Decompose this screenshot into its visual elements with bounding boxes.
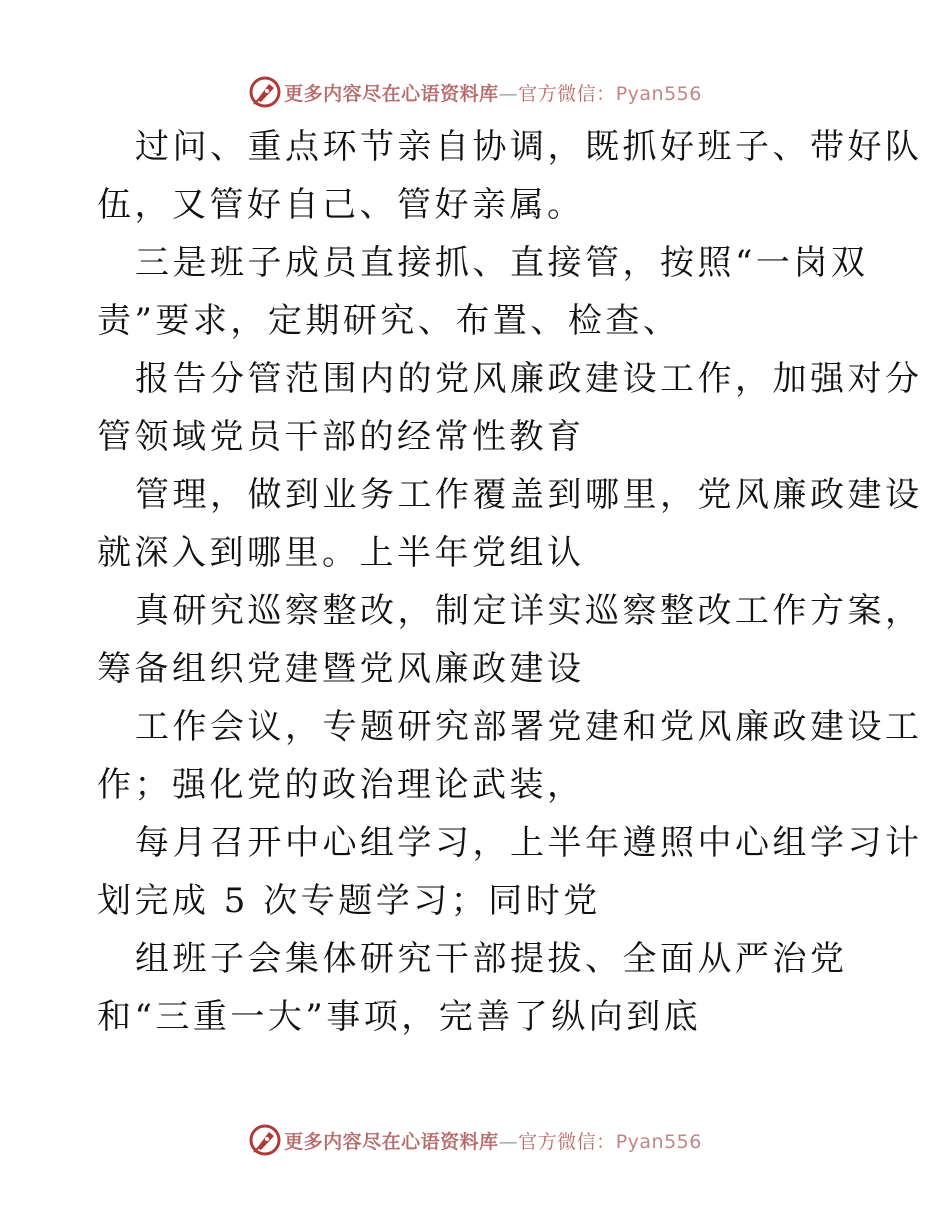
body-line: 管理，做到业务工作覆盖到哪里，党风廉政建设 (135, 475, 923, 515)
header-separator: — (498, 82, 519, 105)
footer-banner (0, 1118, 950, 1162)
body-line: 过问、重点环节亲自协调，既抓好班子、带好队 (135, 127, 923, 167)
header-text (284, 79, 702, 106)
body-line: 伍，又管好自己、管好亲属。 (97, 185, 585, 225)
footer-wechat-id: Pyan556 (615, 1130, 702, 1153)
body-line: 组班子会集体研究干部提拔、全面从严治党 (135, 939, 848, 979)
body-line: 真研究巡察整改，制定详实巡察整改工作方案， (135, 591, 923, 631)
footer-text (284, 1127, 702, 1154)
body-line: 工作会议，专题研究部署党建和党风廉政建设工 (135, 707, 923, 747)
header-wechat-id: Pyan556 (615, 82, 702, 105)
body-line: 作；强化党的政治理论武装， (97, 765, 585, 805)
header-wechat-label: 官方微信： (518, 82, 616, 105)
pen-nib-logo-icon (248, 1123, 282, 1157)
body-line: 每月召开中心组学习，上半年遵照中心组学习计 (135, 823, 923, 863)
pen-nib-logo-icon (248, 75, 282, 109)
header-banner (0, 70, 950, 114)
body-line: 筹备组织党建暨党风廉政建设 (97, 649, 585, 689)
header-brand: 更多内容尽在心语资料库 (284, 82, 499, 105)
footer-brand: 更多内容尽在心语资料库 (284, 1130, 499, 1153)
body-line: 责”要求，定期研究、布置、检查、 (97, 301, 681, 341)
body-line: 报告分管范围内的党风廉政建设工作，加强对分 (135, 359, 923, 399)
body-line: 三是班子成员直接抓、直接管，按照“一岗双 (135, 243, 869, 283)
body-line: 划完成 5 次专题学习；同时党 (97, 881, 601, 921)
body-line: 就深入到哪里。上半年党组认 (97, 533, 585, 573)
body-line: 管领域党员干部的经常性教育 (97, 417, 585, 457)
footer-separator: — (498, 1130, 519, 1153)
body-line: 和“三重一大”事项，完善了纵向到底 (97, 997, 702, 1037)
footer-wechat-label: 官方微信： (518, 1130, 616, 1153)
